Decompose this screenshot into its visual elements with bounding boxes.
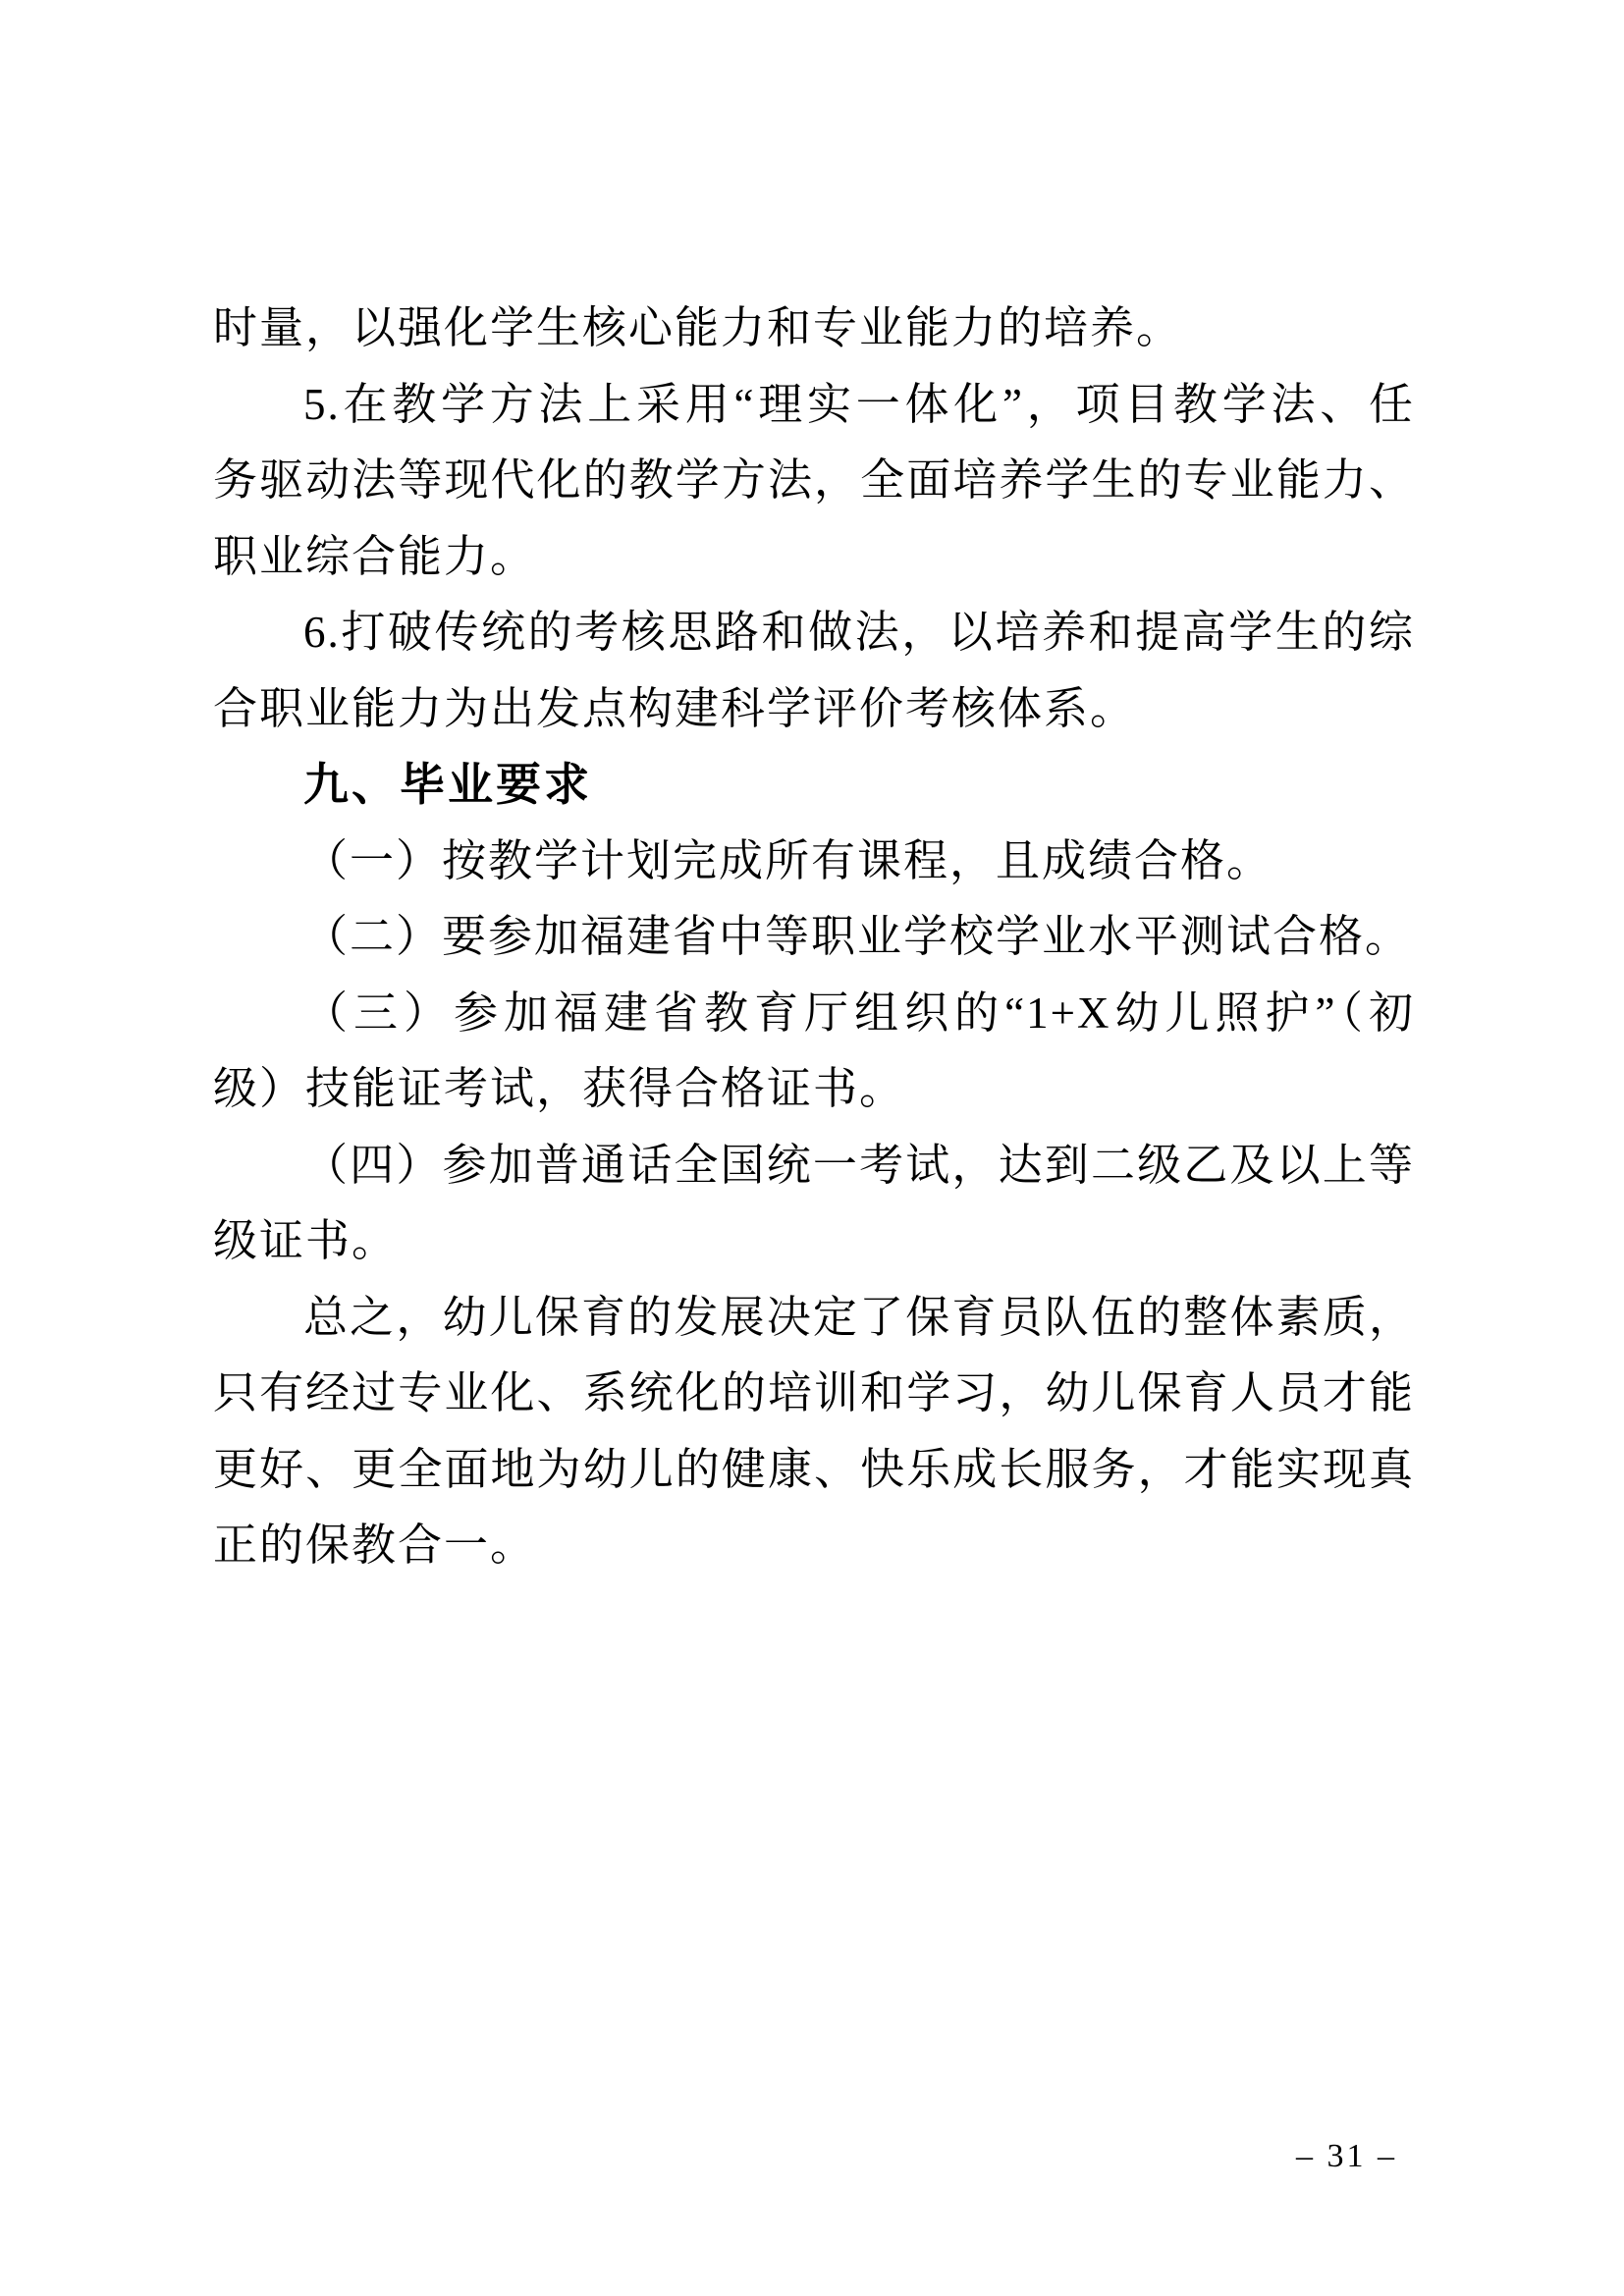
text-line: 正的保教合一。	[213, 1521, 537, 1570]
text-line: 务驱动法等现代化的教学方法，全面培养学生的专业能力、	[213, 455, 1415, 505]
text-line: （二）要参加福建省中等职业学校学业水平测试合格。	[303, 912, 1412, 961]
section-heading: 九、毕业要求	[303, 759, 592, 810]
text-line: 时量，以强化学生核心能力和专业能力的培养。	[213, 303, 1183, 352]
text-line: 5.在教学方法上采用“理实一体化”，项目教学法、任	[303, 379, 1415, 429]
text-line: 职业综合能力。	[213, 531, 537, 581]
text-line: 总之，幼儿保育的发展决定了保育员队伍的整体素质，	[303, 1292, 1415, 1342]
text-line: 更好、更全面地为幼儿的健康、快乐成长服务，才能实现真	[213, 1444, 1415, 1494]
document-body	[213, 291, 1415, 1584]
text-line: 6.打破传统的考核思路和做法，以培养和提高学生的综	[303, 608, 1415, 657]
text-line: （一）按教学计划完成所有课程，且成绩合格。	[303, 835, 1273, 885]
text-line: 级证书。	[213, 1216, 399, 1265]
page-number: – 31 –	[1296, 2138, 1397, 2174]
text-line: 级）技能证考试，获得合格证书。	[213, 1064, 906, 1113]
text-line: 只有经过专业化、系统化的培训和学习，幼儿保育人员才能	[213, 1368, 1415, 1417]
text-line: 合职业能力为出发点构建科学评价考核体系。	[213, 683, 1137, 733]
text-line: （三）参加福建省教育厅组织的“1+X幼儿照护”（初	[303, 988, 1415, 1038]
text-line: （四）参加普通话全国统一考试，达到二级乙及以上等	[303, 1140, 1415, 1190]
